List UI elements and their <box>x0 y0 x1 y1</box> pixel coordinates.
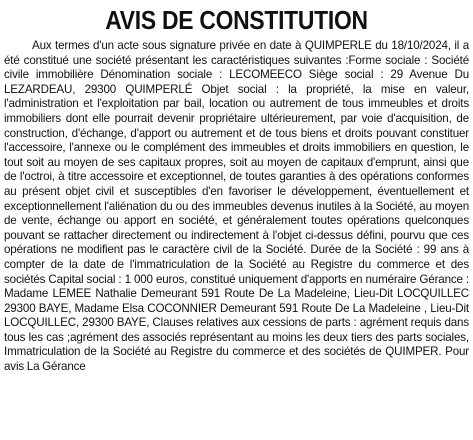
notice-body: Aux termes d'un acte sous signature privée en date à QUIMPERLE du 18/10/2024, il a été constitué une société présentant les caractéristiques suivantes :Forme sociale : Société civile immobilière Dénomination sociale : LECOMEECO Siège social : 29 Avenue Du LEZARDEAU, 29300 QUIMPERLÉ Objet social : la propriété, la mise en valeur, l'administration et l'exploitation par bail, location ou autrement de tous immeubles et droits immobiliers dont elle pourrait devenir propriétaire ultérieurement, par voie d'acquisition, de construction, d'échange, d'apport ou autrement et de tous biens et droits pouvant constituer l'accessoire, l'annexe ou le complément des immeubles et droits immobiliers en question, le tout soit au moyen de ses capitaux propres, soit au moyen de capitaux d'emprunt, ainsi que de l'octroi, à titre accessoire et exceptionnel, de toutes garanties à des opérations conformes au présent objet civil et susceptibles d'en favoriser le développement, éventuellement et exceptionnellement l'aliénation du ou des immeubles devenus inutiles à la Société, au moyen de vente, échange ou apport en société, et généralement toutes opérations quelconques pouvant se rattacher directement ou indirectement à l'objet ci-dessus défini, pourvu que ces opérations ne modifient pas le caractère civil de la Société. Durée de la Société : 99 ans à compter de la date de l'immatriculation de la Société au Registre du commerce et des sociétés Capital social : 1 000 euros, constitué uniquement d'apports en numéraire Gérance : Madame LEMEE Nathalie Demeurant 591 Route De La Madeleine, Lieu-Dit LOCQUILLEC 29300 BAYE, Madame Elsa COCONNIER Demeurant 591 Route De La Madeleine , Lieu-Dit LOCQUILLEC, 29300 BAYE, Clauses relatives aux cessions de parts : agrément requis dans tous les cas ;agrément des associés représentant au moins les deux tiers des parts sociales, Immatriculation de la Société au Registre du commerce et des sociétés de QUIMPER. Pour avis La Gérance <box>4 39 469 374</box>
notice-title: AVIS DE CONSTITUTION <box>105 5 368 35</box>
